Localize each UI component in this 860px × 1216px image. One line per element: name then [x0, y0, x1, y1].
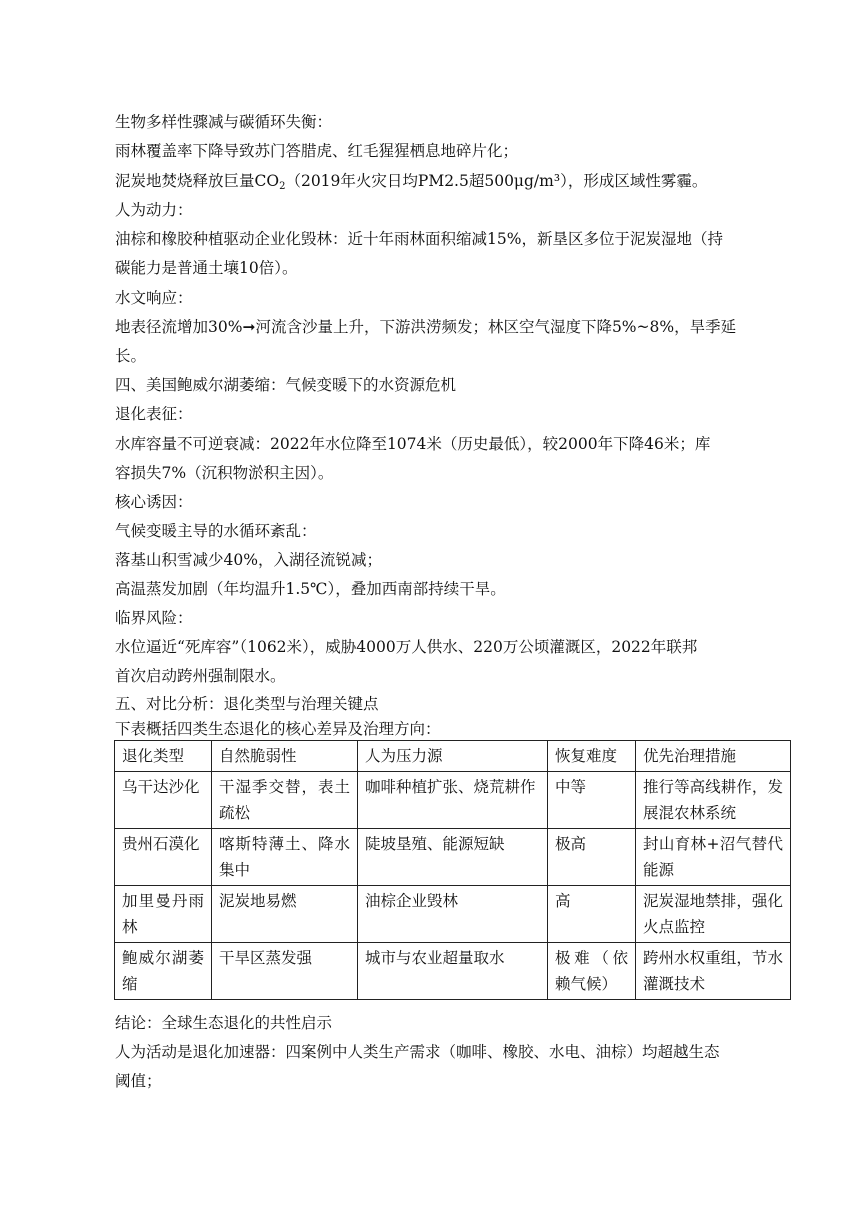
table-cell: 干湿季交替，表土疏松	[212, 772, 358, 829]
paragraph: 气候变暖主导的水循环紊乱：	[115, 522, 317, 540]
paragraph: 生物多样性骤减与碳循环失衡：	[115, 113, 333, 131]
paragraph: 雨林覆盖率下降导致苏门答腊虎、红毛猩猩栖息地碎片化；	[115, 142, 519, 160]
table-cell: 泥炭湿地禁排，强化火点监控	[636, 886, 791, 943]
table-cell: 陡坡垦殖、能源短缺	[358, 829, 548, 886]
table-cell: 封山育林+沼气替代能源	[636, 829, 791, 886]
table-row	[115, 772, 791, 829]
table-header-cell: 优先治理措施	[636, 741, 791, 772]
section-label: 临界风险：	[115, 609, 193, 627]
table-header-row	[115, 741, 791, 772]
paragraph: 水位逼近“死库容”（1062米），威胁4000万人供水、220万公顷灌溉区，2022年联邦	[115, 638, 698, 656]
paragraph: 落基山积雪减少40%，入湖径流锐减；	[115, 551, 382, 569]
paragraph-continuation: 容损失7%（沉积物淤积主因）。	[115, 464, 334, 482]
section-label: 核心诱因：	[115, 493, 193, 511]
section-label: 水文响应：	[115, 289, 193, 307]
paragraph-continuation: 阈值；	[115, 1072, 162, 1090]
paragraph: 高温蒸发加剧（年均温升1.5℃），叠加西南部持续干旱。	[115, 580, 506, 598]
table-cell: 极难（依赖气候）	[548, 943, 636, 1000]
table-caption: 下表概括四类生态退化的核心差异及治理方向：	[115, 720, 441, 738]
table-cell: 推行等高线耕作，发展混农林系统	[636, 772, 791, 829]
table-cell: 中等	[548, 772, 636, 829]
table-cell: 极高	[548, 829, 636, 886]
section-heading: 五、对比分析：退化类型与治理关键点	[115, 695, 379, 713]
table-cell: 咖啡种植扩张、烧荒耕作	[358, 772, 548, 829]
table-header-cell: 退化类型	[115, 741, 212, 772]
subscript: 2	[279, 181, 286, 192]
paragraph	[115, 171, 707, 197]
paragraph: 水库容量不可逆衰减：2022年水位降至1074米（历史最低），较2000年下降46米；库	[115, 435, 711, 453]
table-cell: 喀斯特薄土、降水集中	[212, 829, 358, 886]
section-label: 退化表征：	[115, 405, 193, 423]
table-row	[115, 943, 791, 1000]
table-cell: 城市与农业超量取水	[358, 943, 548, 1000]
table-row	[115, 886, 791, 943]
paragraph-text: （2019年火灾日均PM2.5超500μg/m³），形成区域性雾霾。	[285, 172, 708, 190]
table-row	[115, 829, 791, 886]
section-heading: 四、美国鲍威尔湖萎缩：气候变暖下的水资源危机	[115, 376, 457, 394]
table-cell: 贵州石漠化	[115, 829, 212, 886]
conclusion-heading: 结论：全球生态退化的共性启示	[115, 1014, 333, 1032]
table-cell: 干旱区蒸发强	[212, 943, 358, 1000]
table-cell: 跨州水权重组，节水灌溉技术	[636, 943, 791, 1000]
table-cell: 高	[548, 886, 636, 943]
table-cell: 乌干达沙化	[115, 772, 212, 829]
comparison-table	[114, 740, 791, 1000]
paragraph: 油棕和橡胶种植驱动企业化毁林：近十年雨林面积缩减15%，新垦区多位于泥炭湿地（持	[115, 230, 723, 248]
paragraph: 人为活动是退化加速器：四案例中人类生产需求（咖啡、橡胶、水电、油棕）均超越生态	[115, 1043, 720, 1061]
table-cell: 鲍威尔湖萎缩	[115, 943, 212, 1000]
section-label: 人为动力：	[115, 201, 193, 219]
table-header-cell: 人为压力源	[358, 741, 548, 772]
table-cell: 油棕企业毁林	[358, 886, 548, 943]
table-header-cell: 恢复难度	[548, 741, 636, 772]
paragraph-continuation: 碳能力是普通土壤10倍）。	[115, 259, 298, 277]
paragraph-continuation: 首次启动跨州强制限水。	[115, 667, 286, 685]
table-header-cell: 自然脆弱性	[212, 741, 358, 772]
paragraph-continuation: 长。	[115, 347, 147, 365]
paragraph: 地表径流增加30%➞河流含沙量上升，下游洪涝频发；林区空气湿度下降5%~8%，旱季延	[115, 318, 737, 336]
paragraph-text: 泥炭地焚烧释放巨量CO	[115, 172, 280, 190]
table-cell: 加里曼丹雨林	[115, 886, 212, 943]
table-cell: 泥炭地易燃	[212, 886, 358, 943]
